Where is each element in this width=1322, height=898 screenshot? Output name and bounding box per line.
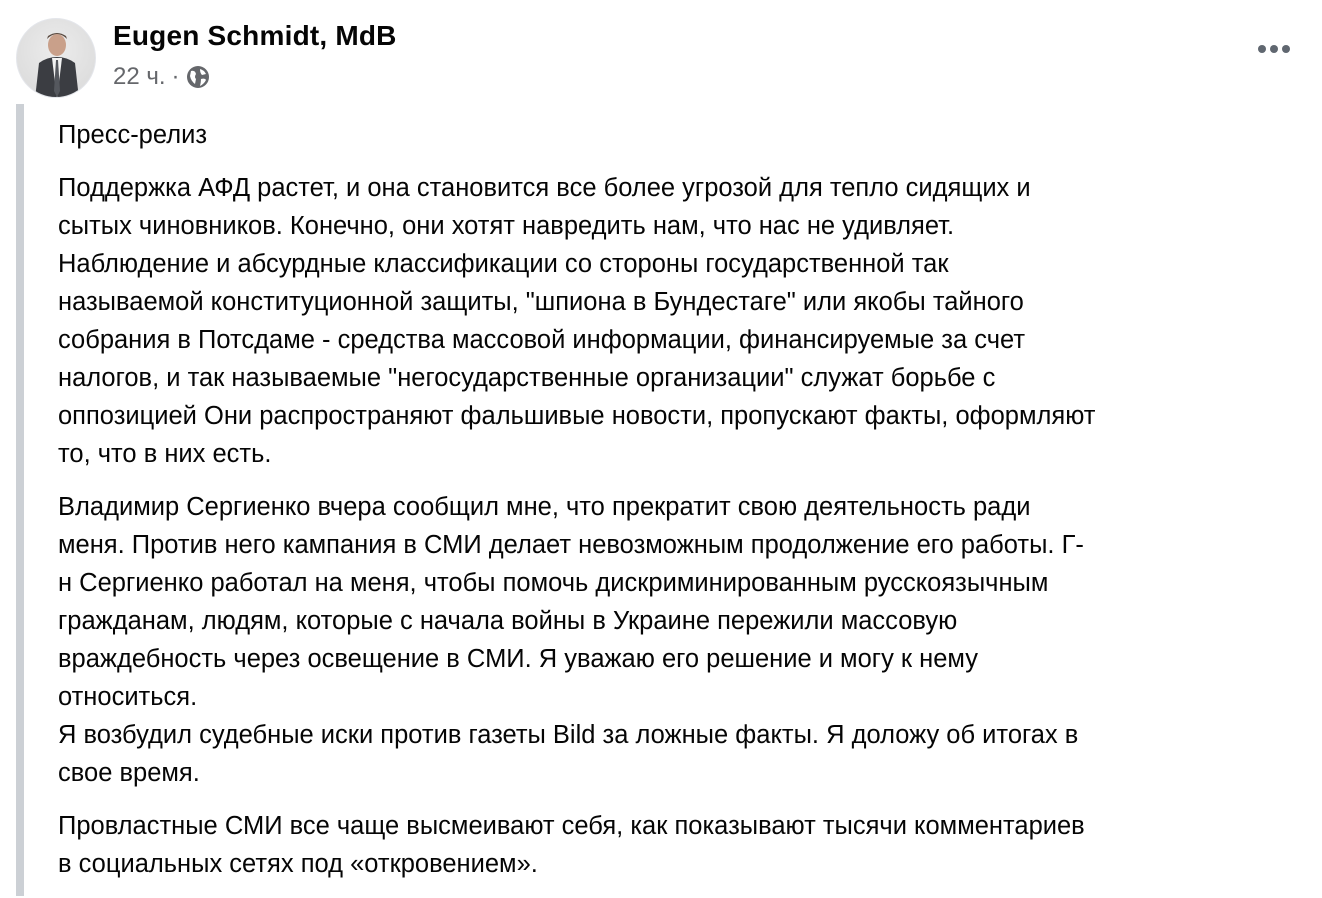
text-line: то, что в них есть. bbox=[58, 440, 272, 468]
text-line: Поддержка АФД растет, и она становится все более угрозой для тепло сидящих и bbox=[58, 174, 1031, 202]
meta-separator: · bbox=[171, 63, 180, 90]
text-line: оппозицией Они распространяют фальшивые новости, пропускают факты, оформляют bbox=[58, 402, 1096, 430]
text-line: н Сергиенко работал на меня, чтобы помочь дискриминированным русскоязычным bbox=[58, 569, 1049, 597]
paragraph-2 bbox=[58, 488, 1095, 792]
more-options-button[interactable] bbox=[1258, 45, 1290, 53]
text-line: Пресс-релиз bbox=[58, 121, 208, 149]
quote-bar bbox=[16, 104, 24, 896]
text-line: собрания в Потсдаме - средства массовой информации, финансируемые за счет bbox=[58, 326, 1026, 354]
paragraph-1 bbox=[58, 169, 1095, 473]
dot bbox=[1270, 45, 1278, 53]
text-line: налогов, и так называемые "негосударственные организации" служат борьбе с bbox=[58, 364, 996, 392]
person-photo-icon bbox=[17, 19, 96, 98]
text-line: свое время. bbox=[58, 759, 200, 787]
text-line: Наблюдение и абсурдные классификации со стороны государственной так bbox=[58, 250, 949, 278]
paragraph-title bbox=[58, 116, 1095, 154]
text-line: называемой конституционной защиты, "шпиона в Бундестаге" или якобы тайного bbox=[58, 288, 1024, 316]
text-line: в социальных сетях под «откровением». bbox=[58, 850, 538, 878]
dot bbox=[1282, 45, 1290, 53]
text-line: сытых чиновников. Конечно, они хотят навредить нам, что нас не удивляет. bbox=[58, 212, 955, 240]
author-avatar[interactable] bbox=[16, 18, 96, 98]
text-line: меня. Против него кампания в СМИ делает невозможным продолжение его работы. Г- bbox=[58, 531, 1084, 559]
text-line: гражданам, людям, которые с начала войны в Украине пережили массовую bbox=[58, 607, 958, 635]
text-line: враждебность через освещение в СМИ. Я уважаю его решение и могу к нему bbox=[58, 645, 978, 673]
author-name[interactable]: Eugen Schmidt, MdB bbox=[113, 20, 397, 51]
post-time[interactable]: 22 ч. bbox=[113, 63, 166, 90]
globe-icon bbox=[186, 65, 210, 89]
text-line: Я возбудил судебные иски против газеты Bild за ложные факты. Я доложу об итогах в bbox=[58, 721, 1079, 749]
text-line: Владимир Сергиенко вчера сообщил мне, что прекратит свою деятельность ради bbox=[58, 493, 1031, 521]
text-line: Провластные СМИ все чаще высмеивают себя, как показывают тысячи комментариев bbox=[58, 812, 1085, 840]
text-line: относиться. bbox=[58, 683, 198, 711]
dot bbox=[1258, 45, 1266, 53]
post-meta bbox=[113, 63, 210, 91]
paragraph-3 bbox=[58, 807, 1095, 883]
post-body bbox=[58, 116, 1095, 898]
